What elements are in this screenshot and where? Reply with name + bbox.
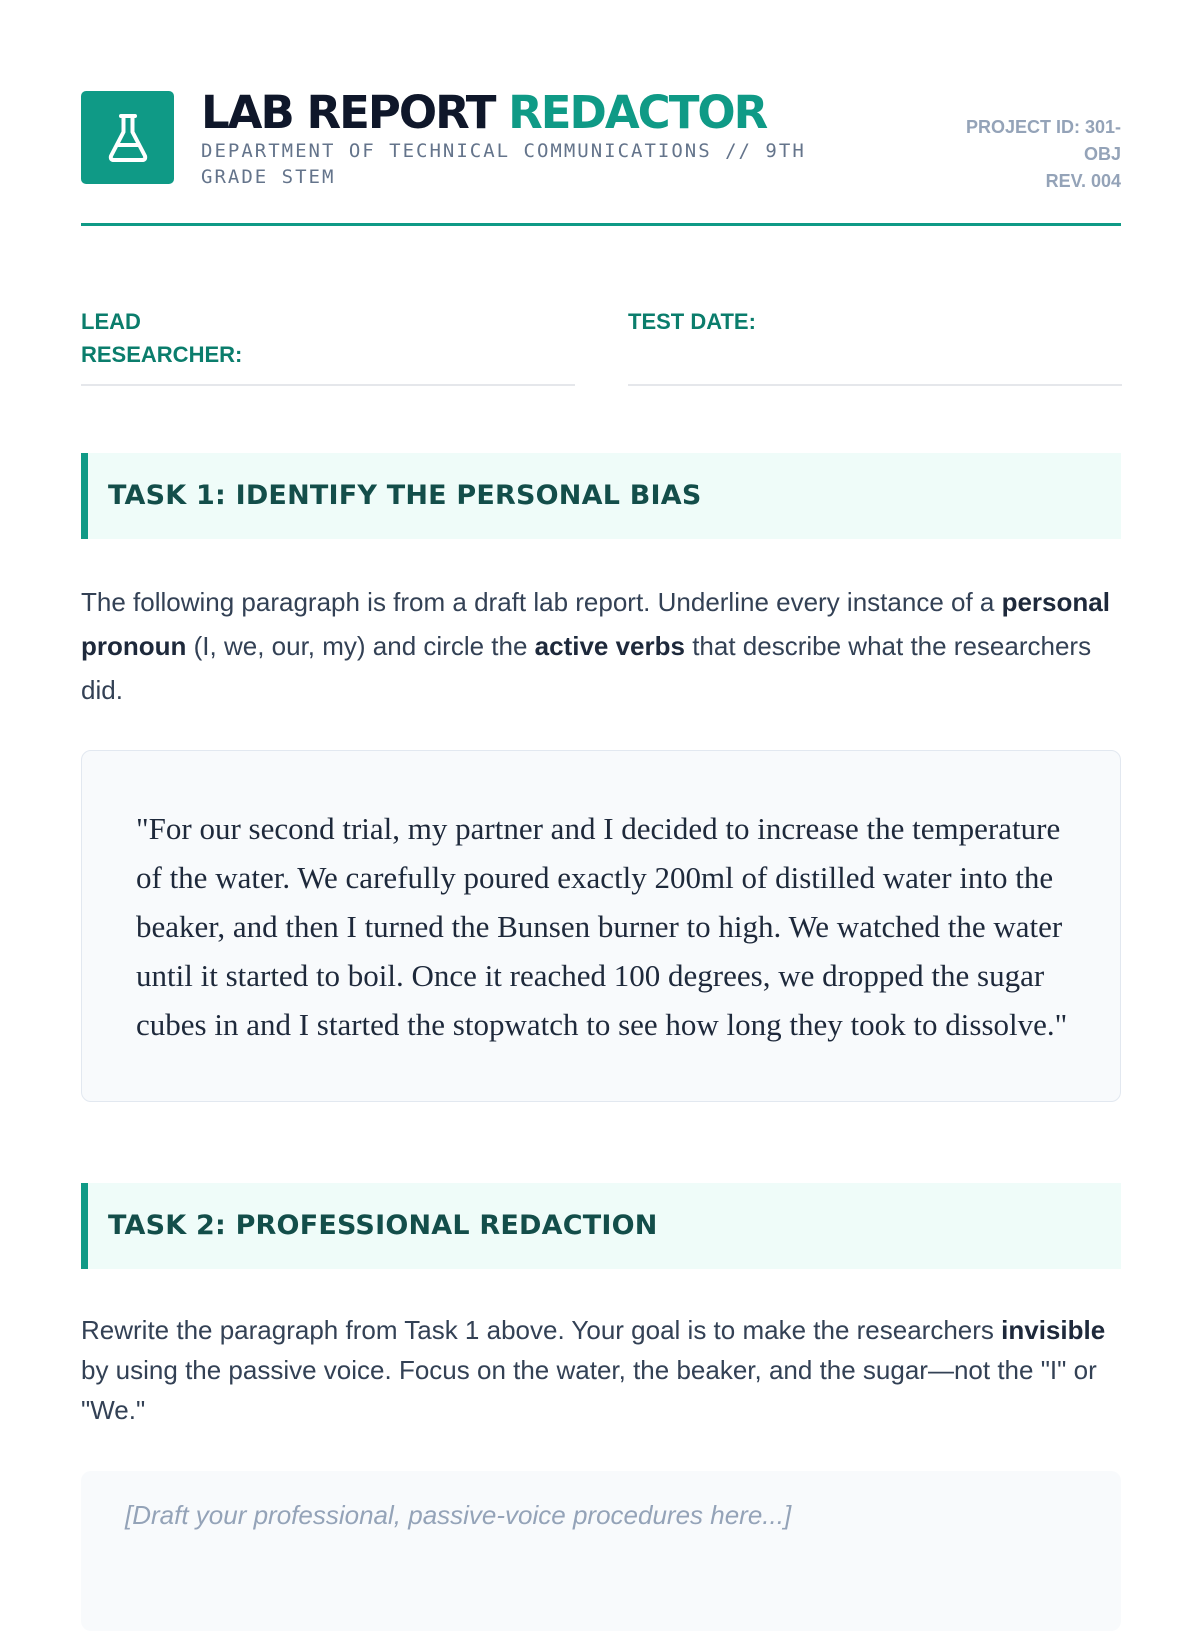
task2-instructions [81, 1310, 1126, 1430]
lead-researcher-label: LEAD RESEARCHER: [81, 309, 243, 367]
task2-banner [81, 1183, 1121, 1269]
task2-instr-part1: Rewrite the paragraph from Task 1 above. Your goal is to make the researchers [81, 1315, 1002, 1345]
page-title [201, 86, 767, 139]
task1-instr-part1: The following paragraph is from a draft lab report. Underline every instance of a [81, 587, 1002, 617]
project-id: PROJECT ID: 301-OBJ [965, 117, 1121, 164]
draft-answer-box[interactable] [81, 1471, 1121, 1631]
lead-researcher-field[interactable] [81, 305, 575, 386]
draft-placeholder: [Draft your professional, passive-voice procedures here...] [125, 1500, 792, 1530]
task1-instr-bold1: personal pronoun [81, 587, 1110, 661]
task2-instr-part2: by using the passive voice. Focus on the water, the beaker, and the sugar—not the "I" or "We." [81, 1355, 1097, 1425]
test-date-field[interactable] [628, 305, 1122, 386]
draft-paragraph-box [81, 750, 1121, 1102]
logo-badge [81, 91, 174, 184]
task1-instr-bold2: active verbs [534, 631, 685, 661]
worksheet-header [81, 86, 1121, 226]
task1-instr-part3: that describe what the researchers did. [81, 631, 1092, 705]
title-main: LAB REPORT [201, 86, 495, 139]
task1-title: TASK 1: IDENTIFY THE PERSONAL BIAS [108, 480, 702, 511]
revision-number: REV. 004 [1045, 171, 1121, 191]
test-date-label: TEST DATE: [628, 309, 756, 334]
task2-title: TASK 2: PROFESSIONAL REDACTION [108, 1210, 658, 1241]
flask-icon [107, 113, 149, 163]
task2-instr-bold1: invisible [1001, 1315, 1106, 1345]
title-accent: REDACTOR [508, 86, 767, 139]
task1-banner [81, 453, 1121, 539]
task1-instructions [81, 580, 1126, 712]
department-subtitle: DEPARTMENT OF TECHNICAL COMMUNICATIONS // 9TH GRADE STEM [201, 140, 806, 188]
task1-instr-part2: (I, we, our, my) and circle the [186, 631, 535, 661]
draft-paragraph-text: "For our second trial, my partner and I decided to increase the temperature of the water. We carefully poured exactly 200ml of distilled water into the beaker, and then I turned the Bunsen burner to high. We watched the water until it started to boil. Once it reached 100 degrees, we dropped the sugar cubes in and I started the stopwatch to see how long they took to dissolve." [136, 811, 1068, 1042]
project-info [931, 114, 1121, 195]
